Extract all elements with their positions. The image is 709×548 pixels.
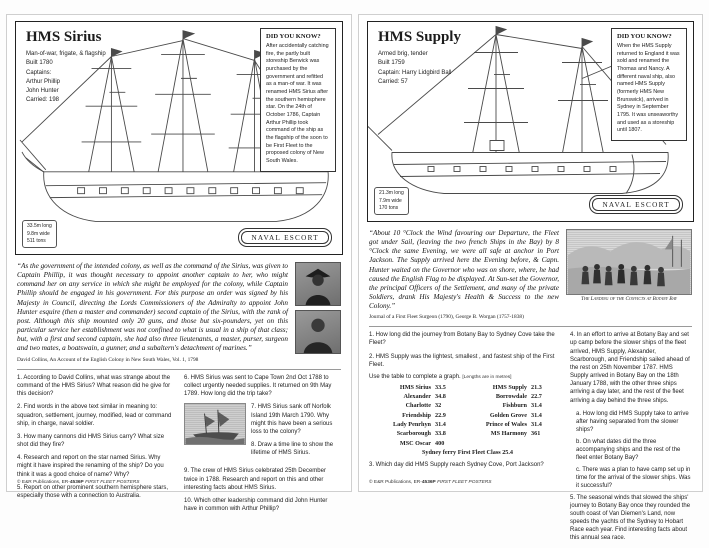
table-instruction-note: [Lengths are in metres] [462,374,512,380]
question-4: 4. Research and report on the star named Sirius. Why might it have inspired the renaming of the ship? Do you think it was a good choice of name? Why? [17,455,164,478]
table-row: Lady Penrhyn 31.4 Prince of Wales 31.4 [393,421,542,429]
footer-publisher: © E&R Publications, ER- [369,480,422,485]
spec-line: Man-of-war, frigate, & flagship [26,51,106,57]
john-hunter-portrait [295,310,341,354]
naval-escort-badge [238,228,332,247]
footer-publisher: © E&R Publications, ER- [17,480,70,485]
question-4a: a. How long did HMS Supply take to arrive after having separated from the slower ships? [576,410,689,433]
question-1: 1. According to David Collins, what was strange about the command of the HMS Sirius? What reason did he give for this decision? [17,375,171,398]
table-instruction [369,374,560,380]
question-5: 5. The seasonal winds that slowed the ships' journey to Botany Bay once they rounded the south coast of Van Diemen's Land, now speeds the yachts of the Sydney to Hobart Race each year. Find interesting facts about this annual sea race. [570,494,691,542]
naval-escort-label: NAVAL ESCORT [592,198,680,211]
portrait-column [295,262,341,354]
ship-dimensions-label [22,220,57,248]
ship-illustration-panel [15,21,343,255]
question-5: 5. Report on other prominent southern hemisphere stars, especially those with a connection to Australia. [17,484,169,499]
quote-section [369,229,692,311]
dimension-width: 9.8m wide [27,230,50,237]
question-4c: c. There was a plan to have camp set up in time for the arrival of the slower ships. Was it successful? [576,466,691,489]
table-row: MSC Oscar 400 [399,439,445,447]
question-2: 2. HMS Supply was the lightest, smallest , and fastest ship of the First Fleet. [369,353,555,368]
did-you-know-box [260,28,336,172]
table-row: Friendship 22.9 Golden Grove 31.4 [402,411,542,419]
did-you-know-heading: DID YOU KNOW? [266,33,321,40]
landing-engraving-block [566,229,692,311]
question-10: 10. Which other leadership command did John Hunter have in common with Arthur Phillip? [184,497,328,513]
question-7: 7. HMS Sirius sank off Norfolk Island 19th March 1790. Why might this have been a serious loss to the colony? [251,404,333,435]
page-title: HMS Supply [378,29,461,45]
dimension-tonnage: 170 tons [379,204,399,211]
table-row: Scarborough 33.8 MS Harmony 361 [396,430,541,438]
page-title: HMS Sirius [26,29,102,45]
ship-illustration-panel [367,21,694,222]
questions-column-2 [184,374,341,518]
historical-quote: “About 10 °Clock the Wind favouring our Departure, the Fleet got under Sail, (leaving the two french Ships in the Bay) by 8 °Clock the same Evening, we were all safe at anchor in Port Jackson. The Supply arrived here the Evening before, & Capn. Hunter waited on the Governor who was on shore, where, he had caused the English Flag to be displayed. At Sun-set the Governor, the principal Officers of the Settlement, and many of the private Soldiers, drank His Majesty's Health & Success to the new Colony.” [369,229,559,311]
quote-section [17,262,341,354]
dimension-tonnage: 511 tons [27,237,46,244]
spec-line: Built 1759 [378,60,405,67]
question-3: 3. How many cannons did HMS Sirius carry? What size shot did they fire? [17,433,165,449]
spec-line: Armed brig, tender [378,51,428,57]
ship-dimensions-label [374,187,409,215]
spec-line: Arthur Phillip [26,78,61,85]
table-row: Charlotte 32 Fishburn 31.4 [405,402,542,410]
page-footer [17,480,139,485]
dimension-width: 7.9m wide [379,197,402,204]
question-8: 8. Draw a time line to show the lifetime of HMS Sirius. [251,442,334,457]
did-you-know-box [611,28,687,141]
quote-attribution: Journal of a First Fleet Surgeon (1790), George B. Worgan (1757-1838) [369,314,524,321]
question-4: 4. In an effort to arrive at Botany Bay and set up camp before the slower ships of the fleet arrived, HMS Supply, Alexander, Scarborough, and Friendship sailed ahead of the rest on 25th November 1787. HMS Supply arrived in Botany Bay on the 18th January 1788, with the other three ships arriving a day later, and the rest of the fleet arriving a day behind the three ships. [570,332,690,404]
dimension-length: 21.3m long [379,190,404,197]
landing-of-convicts-engraving [566,229,692,295]
ship-specs [378,50,451,87]
question-7-8-row [184,403,341,462]
did-you-know-text: After accidentally catching fire, the partly built storeship Berwick was purchased by the government and refitted as a man-of war. It was renamed HMS Sirius after the southern hemisphere star. On the 24th of October 1786, Captain Arthur Phillip took command of the ship as the flagship of the soon to be First Fleet to the proposed colony of New South Wales. [266,43,329,165]
table-row: Alexander 34.8 Borrowdale 22.7 [403,393,542,401]
questions-column-1 [369,331,560,547]
spec-line: Captains: [26,69,52,76]
question-6: 6. HMS Sirius was sent to Cape Town 2nd Oct 1788 to collect urgently needed supplies. It returned on 9th May 1789. How long did the trip take? [184,375,332,398]
footer-series: FIRST FLEET POSTERS [83,480,140,485]
section-divider [17,369,341,370]
question-3: 3. Which day did HMS Supply reach Sydney Cove, Port Jackson? [369,462,544,469]
engraving-caption: The Landing of the Convicts at Botany Bay [580,296,678,302]
did-you-know-heading: DID YOU KNOW? [617,33,672,40]
questions-section [17,374,341,518]
table-row: HMS Sirius 33.5 HMS Supply 21.3 [399,383,542,391]
questions-section [369,331,692,547]
ship-lengths-table [375,383,560,457]
spec-line: John Hunter [26,88,59,95]
table-footer-row: Sydney ferry First Fleet Class 25.4 [421,448,514,456]
did-you-know-text: When the HMS Supply returned to England it was sold and renamed the Thomas and Nancy. A different naval ship, also named HMS Supply (formerly HMS New Brunswick), arrived in Sydney in September 1795. It was unseaworthy and used as a storeship until 1807. [617,43,680,134]
spec-line: Captain: Harry Lidgbird Ball [378,69,452,76]
poster-page-hms-supply [358,14,703,542]
questions-column-2 [570,331,692,547]
page-footer [369,480,491,485]
sirius-wreck-engraving [184,403,246,445]
poster-page-hms-sirius [6,14,352,513]
question-1: 1. How long did the journey from Botany Bay to Sydney Cove take the Fleet? [369,332,555,347]
question-4b: b. On what dates did the three accompanying ships and the rest of the fleet enter Botany Bay? [576,438,681,461]
quote-attribution: David Collins, An Account of the English Colony in New South Wales, Vol. 1, 1798 [17,357,199,363]
footer-code: 4536P [69,480,84,485]
questions-column-1 [17,374,174,518]
arthur-phillip-portrait [295,262,341,306]
naval-escort-badge [589,195,683,214]
historical-quote: “As the government of the intended colony, as well as the command of the Sirius, was given to Captain Phillip, it was thought necessary to appoint another captain to her, who might command her on any service in which she might be employed for the colony, while Captain Phillip should be engaged in his government. For this purpose an order was signed by his Majesty in Council, directing the Lords Commissioners of the Admiralty to appoint John Hunter esquire (then a master and commander) second captain of the Sirius, with the rank of post. Although this ship mounted only 20 guns, and those but six-pounders, yet on this particular service her establishment was not confined to what is usual in a ship of that class; but, with a first and second captain, she had also three lieutenants, a master, purser, surgeon and two mates, a boatswain, a gunner, and a subaltern's detachment of marines.” [17,262,288,353]
question-7-8-text [251,403,341,462]
spec-line: Built 1780 [26,60,53,67]
dimension-length: 33.5m long [27,223,52,230]
section-divider [369,326,692,327]
footer-code: 4536P [421,480,436,485]
question-9: 9. The crew of HMS Sirius celebrated 25th December twice in 1788. Research and report on this and other interesting facts about HMS Sirius. [184,468,326,491]
naval-escort-label: NAVAL ESCORT [241,231,329,244]
spec-line: Carried: 198 [26,97,60,104]
question-2: 2. Find words in the above text similar in meaning to: squadron, settlement, journey, modified, lead or command ship, in charge, naval soldier. [17,404,172,427]
ship-specs [26,50,106,106]
spec-line: Carried: 57 [378,78,408,85]
table-instruction-text: Use the table to complete a graph. [369,373,461,380]
footer-series: FIRST FLEET POSTERS [435,480,492,485]
